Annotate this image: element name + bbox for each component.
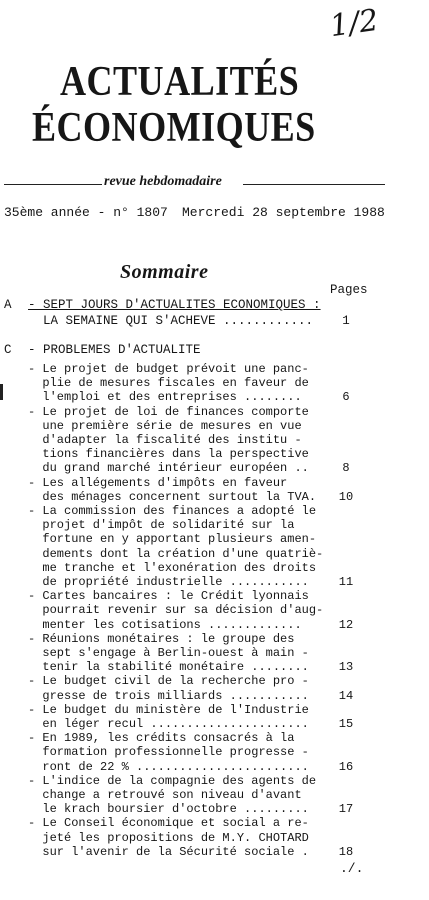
entry-8-line-2: en léger recul ...................... <box>28 717 309 731</box>
section-a-title-line-2: LA SEMAINE QUI S'ACHEVE ............ <box>28 314 314 328</box>
entry-11-page: 18 <box>338 844 354 859</box>
entry-10-line-2: change a retrouvé son niveau d'avant <box>28 788 302 802</box>
entry-10-page: 17 <box>338 802 354 817</box>
masthead-title-line-2: ÉCONOMIQUES <box>32 105 316 151</box>
section-a-page: 1 <box>342 314 350 328</box>
entry-2-line-1: - Le projet de loi de finances comporte <box>28 404 309 419</box>
entry-9-line-1: - En 1989, les crédits consacrés à la <box>28 731 295 746</box>
entry-11-line-3: sur l'avenir de la Sécurité sociale . <box>28 844 309 859</box>
issue-number: 35ème année - n° 1807 <box>4 205 168 220</box>
continuation-mark: ./. <box>340 861 364 876</box>
pages-column-label: Pages <box>330 283 368 297</box>
entry-8-page: 15 <box>338 717 354 731</box>
entry-3-line-1: - Les allégements d'impôts en faveur <box>28 475 288 490</box>
entry-4-line-4: dements dont la création d'une quatriè- <box>28 546 324 561</box>
masthead-rule-left <box>4 184 102 185</box>
entry-1-line-2: plie de mesures fiscales en faveur de <box>28 376 309 391</box>
entry-4-page: 11 <box>338 575 354 589</box>
section-letter-c: C <box>4 343 12 357</box>
entry-6-line-3: tenir la stabilité monétaire ........ <box>28 660 309 675</box>
entry-9-line-3: ront de 22 % ........................ <box>28 759 309 774</box>
entry-9-line-2: formation professionnelle progresse - <box>28 745 309 760</box>
entry-10-line-1: - L'indice de la compagnie des agents de <box>28 773 317 788</box>
entry-3-page: 10 <box>338 489 354 504</box>
entry-2-page: 8 <box>342 461 350 476</box>
entry-6-line-2: sept s'engage à Berlin-ouest à main - <box>28 646 309 660</box>
entry-9-page: 16 <box>338 759 354 774</box>
entry-5-line-3: menter les cotisations ............. <box>28 617 302 632</box>
entry-4-line-3: fortune en y apportant plusieurs amen- <box>28 532 317 547</box>
entry-6-page: 13 <box>338 660 354 675</box>
entry-1-page: 6 <box>342 390 350 405</box>
section-a-title-line-1: - SEPT JOURS D'ACTUALITES ECONOMIQUES : <box>28 298 321 312</box>
summary-heading: Sommaire <box>120 261 209 283</box>
entry-6-line-1: - Réunions monétaires : le groupe des <box>28 631 295 646</box>
entry-1-line-3: l'emploi et des entreprises ........ <box>28 390 302 405</box>
scan-artifact-mark <box>0 384 3 400</box>
masthead-subtitle: revue hebdomadaire <box>104 174 222 189</box>
entry-2-line-3: d'adapter la fiscalité des institu - <box>28 433 302 447</box>
entry-11-line-2: jeté les propositions de M.Y. CHOTARD <box>28 830 309 845</box>
entry-5-line-1: - Cartes bancaires : le Crédit lyonnais <box>28 589 309 604</box>
section-c-title: - PROBLEMES D'ACTUALITE <box>28 343 201 357</box>
handwritten-page-number: 1/2 <box>327 2 381 45</box>
entry-1-line-1: - Le projet de budget prévoit une panc- <box>28 362 309 376</box>
issue-date: Mercredi 28 septembre 1988 <box>182 205 385 220</box>
entry-2-line-5: du grand marché intérieur européen .. <box>28 461 309 476</box>
masthead-title-line-1: ACTUALITÉS <box>60 59 300 105</box>
entry-2-line-4: tions financières dans la perspective <box>28 447 309 462</box>
entry-10-line-3: le krach boursier d'octobre ......... <box>28 802 309 817</box>
section-letter-a: A <box>4 298 12 312</box>
entry-2-line-2: une première série de mesures en vue <box>28 418 302 433</box>
entry-4-line-1: - La commission des finances a adopté le <box>28 504 317 518</box>
entry-4-line-5: me tranche et l'exonération des droits <box>28 560 317 575</box>
entry-4-line-6: de propriété industrielle ........... <box>28 575 309 589</box>
entry-8-line-1: - Le budget du ministère de l'Industrie <box>28 702 309 717</box>
entry-4-line-2: projet d'impôt de solidarité sur la <box>28 518 295 533</box>
entry-7-line-1: - Le budget civil de la recherche pro - <box>28 674 309 689</box>
entry-7-line-2: gresse de trois milliards ........... <box>28 688 309 703</box>
entry-3-line-2: des ménages concernent surtout la TVA. <box>28 489 317 504</box>
entry-5-page: 12 <box>338 617 354 632</box>
entry-5-line-2: pourrait revenir sur sa décision d'aug- <box>28 603 324 618</box>
entry-11-line-1: - Le Conseil économique et social a re- <box>28 816 309 831</box>
entry-7-page: 14 <box>338 688 354 703</box>
masthead-rule-right <box>243 184 385 185</box>
